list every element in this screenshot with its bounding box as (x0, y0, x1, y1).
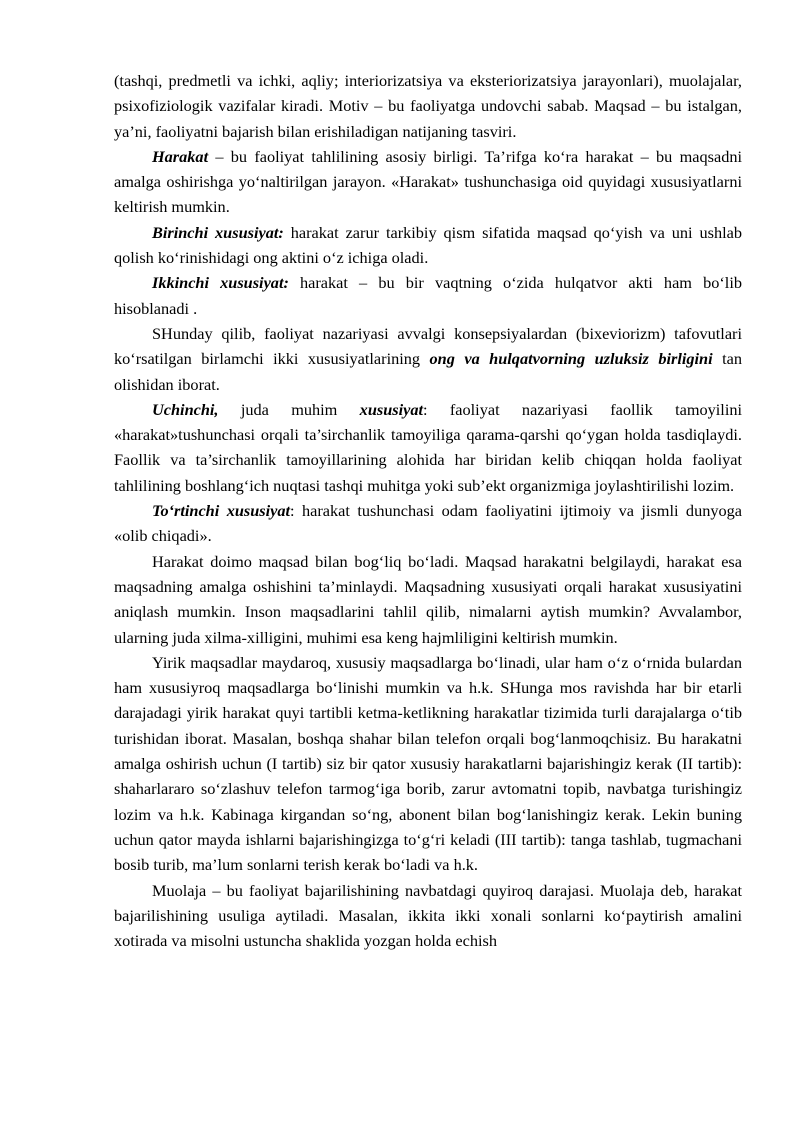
paragraph-5-summary (114, 321, 742, 397)
term-unity: ong va hulqatvorning uzluksiz birligini (429, 349, 713, 369)
paragraph-2-harakat (114, 144, 742, 220)
term-third: Uchinchi, (152, 399, 219, 419)
text-segment: SHunday qilib, faoliyat nazariyasi avvalgi konsepsiyalardan (bixeviorizm) tafovutlari ko‘rsatilgan birlamchi ikki xususiyatlarining (114, 323, 742, 369)
paragraph-8-goal (114, 549, 742, 650)
term-harakat: Harakat (152, 146, 209, 166)
text-segment: : harakat tushunchasi odam faoliyatini ijtimoiy va jismli dunyoga «olib chiqadi». (114, 501, 742, 546)
paragraph-3-first-feature (114, 220, 742, 271)
text-segment: Harakat doimo maqsad bilan bog‘liq bo‘ladi. Maqsad harakatni belgilaydi, harakat esa maqsadning amalga oshishini ta’minlaydi. Maqsadning xususiyati orqali harakat xususiyatini aniqlash mumkin. Inson maqsadlarini tahlil qilib, nimalarni aytish mumkin? Avvalambor, ularning juda xilma-xilligini, muhimi esa keng hajmliligini keltirish mumkin. (114, 551, 742, 647)
paragraph-4-second-feature (114, 270, 742, 321)
text-segment: : faoliyat nazariyasi faollik tamoyilini «harakat»tushunchasi orqali ta’sirchanlik tamoyiliga qarama-qarshi qo‘ygan holda tasdiqlaydi. Faollik va ta’sirchanlik tamoyillarining alohida har biridan kelib chiqqan holda faoliyat tahlilining boshlang‘ich nuqtasi tashqi muhitga yoki sub’ekt organizmiga joylashtirilishi lozim. (114, 399, 743, 495)
text-segment: (tashqi, predmetli va ichki, aqliy; interiorizatsiya va eksteriorizatsiya jarayonlari), muolajalar, psixofiziologik vazifalar kiradi. Motiv – bu faoliyatga undovchi sabab. Maqsad – bu istalgan, ya’ni, faoliyatni bajarish bilan erishiladigan natijaning tasviri. (114, 71, 742, 141)
paragraph-9-large-goals (114, 650, 742, 878)
text-segment: harakat – bu bir vaqtning o‘zida hulqatvor akti ham bo‘lib hisoblanadi . (114, 273, 742, 318)
term-fourth-feature: To‘rtinchi xususiyat (152, 501, 291, 521)
text-segment: tan olishidan iborat. (114, 349, 743, 394)
term-first-feature: Birinchi xususiyat: (152, 222, 284, 242)
text-segment: – bu faoliyat tahlilining asosiy birligi. Ta’rifga ko‘ra harakat – bu maqsadni amalga oshirishga yo‘naltirilgan jarayon. «Harakat» tushunchasiga oid quyidagi xususiyatlarni keltirish mumkin. (114, 146, 742, 217)
text-segment: Muolaja – bu faoliyat bajarilishining navbatdagi quyiroq darajasi. Muolaja deb, harakat bajarilishining usuliga aytiladi. Masalan, ikkita ikki xonali sonlarni ko‘paytirish amalini xotirada va misolni ustuncha shaklida yozgan holda echish (114, 880, 742, 951)
term-feature: xususiyat (359, 399, 424, 419)
paragraph-7-fourth-feature (114, 498, 742, 549)
text-segment: juda muhim (218, 399, 360, 419)
document-page (114, 68, 742, 953)
paragraph-6-third-feature (114, 397, 742, 498)
term-second-feature: Ikkinchi xususiyat: (152, 273, 289, 293)
paragraph-1 (114, 68, 742, 144)
paragraph-10-operation (114, 878, 742, 954)
text-segment: harakat zarur tarkibiy qism sifatida maqsad qo‘yish va uni ushlab qolish ko‘rinishidagi ong aktini o‘z ichiga oladi. (114, 222, 742, 268)
text-segment: Yirik maqsadlar maydaroq, xususiy maqsadlarga bo‘linadi, ular ham o‘z o‘rnida bulardan ham xususiyroq maqsadlarga bo‘linishi mumkin va h.k. SHunga mos ravishda har bir etarli darajadagi yirik harakat quyi tartibli ketma-ketlikning harakatlar tizimida turli darajalarga o‘tib turishidan iborat. Masalan, boshqa shahar bilan telefon orqali bog‘lanmoqchisiz. Bu harakatni amalga oshirish uchun (I tartib) siz bir qator xususiy harakatlarni bajarishingiz kerak (II tartib): shaharlararo so‘zlashuv telefon tarmog‘iga borib, zarur avtomatni topib, navbatga turishingiz lozim va h.k. Kabinaga kirgandan so‘ng, abonent bilan bog‘lanishingiz kerak. Lekin buning uchun qator mayda ishlarni bajarishingizga to‘g‘ri keladi (III tartib): tanga tashlab, tugmachani bosib turib, ma’lum sonlarni terish kerak bo‘ladi va h.k. (114, 652, 742, 875)
